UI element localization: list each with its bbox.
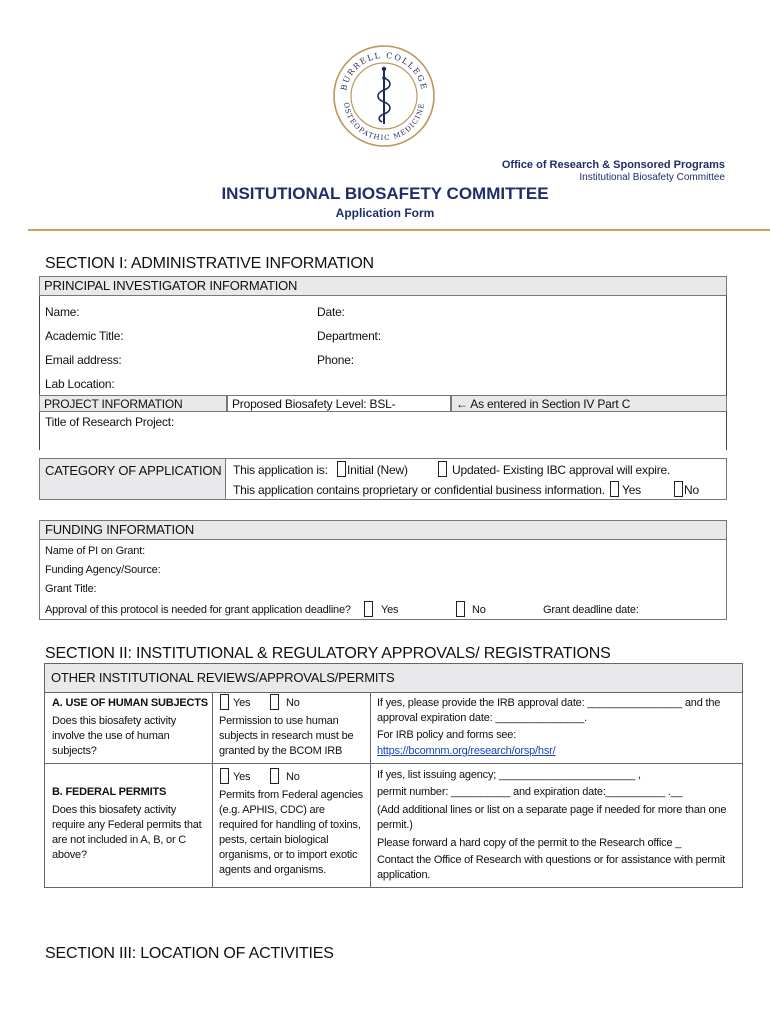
phone-label: Phone: (317, 353, 354, 367)
project-right-border (726, 412, 727, 450)
approvals-table-header: OTHER INSTITUTIONAL REVIEWS/APPROVALS/PERMITS (45, 664, 742, 693)
department-label: Department: (317, 329, 381, 343)
contact-office-line2: application. (377, 869, 431, 881)
date-label: Date: (317, 305, 345, 319)
section2-title: SECTION II: INSTITUTIONAL & REGULATORY APPROVALS/ REGISTRATIONS (45, 645, 611, 662)
federal-permits-no-label: No (286, 771, 300, 783)
logo-text-bottom: OSTEOPATHIC MEDICINE (341, 101, 427, 143)
proprietary-yes-checkbox[interactable] (610, 481, 619, 497)
federal-permits-yes-checkbox[interactable] (220, 768, 229, 784)
irb-date-line1: If yes, please provide the IRB approval date: ________________ and the (377, 697, 721, 709)
human-subjects-q-line1: Does this biosafety activity (52, 715, 177, 727)
human-subjects-q-line2: involve the use of human (52, 730, 170, 742)
funding-agency-label: Funding Agency/Source: (45, 564, 161, 576)
pi-box-right-border (726, 296, 727, 395)
section1-title: SECTION I: ADMINISTRATIVE INFORMATION (45, 255, 374, 272)
grant-no-checkbox[interactable] (456, 601, 465, 617)
human-subjects-no-checkbox[interactable] (270, 694, 279, 710)
table-col-divider-2 (370, 693, 371, 887)
project-left-border (39, 412, 40, 450)
human-subjects-perm-line1: Permission to use human (219, 715, 339, 727)
name-label: Name: (45, 305, 80, 319)
human-subjects-perm-line2: subjects in research must be (219, 730, 354, 742)
federal-permits-yes-label: Yes (233, 771, 251, 783)
additional-lines-note-2: permit.) (377, 819, 413, 831)
lab-location-label: Lab Location: (45, 377, 115, 391)
updated-label: Updated- Existing IBC approval will expire. (452, 463, 671, 477)
academic-title-label: Academic Title: (45, 329, 124, 343)
federal-permits-info-line6: agents and organisms. (219, 864, 327, 876)
page-subtitle: Application Form (335, 206, 435, 220)
funding-header: FUNDING INFORMATION (40, 521, 726, 540)
table-row-divider (45, 763, 742, 764)
federal-permits-q-line4: above? (52, 849, 87, 861)
bsl-label: Proposed Biosafety Level: BSL- (232, 397, 396, 411)
table-col-divider-1 (212, 693, 213, 887)
grant-yes-label: Yes (381, 604, 399, 616)
irb-date-line2: approval expiration date: _______________. (377, 712, 587, 724)
section3-title: SECTION III: LOCATION OF ACTIVITIES (45, 945, 334, 962)
proprietary-no-checkbox[interactable] (674, 481, 683, 497)
federal-permits-info-line1: Permits from Federal agencies (219, 789, 363, 801)
federal-permits-info-line3: required for handling of toxins, (219, 819, 361, 831)
initial-new-checkbox[interactable] (337, 461, 346, 477)
college-logo (332, 44, 436, 148)
federal-permits-title: B. FEDERAL PERMITS (52, 786, 167, 798)
proprietary-label: This application contains proprietary or confidential business information. (233, 483, 605, 497)
grant-title-label: Grant Title: (45, 583, 97, 595)
federal-permits-info-line4: pests, certain biological (219, 834, 329, 846)
proprietary-yes-label: Yes (622, 483, 641, 497)
pi-info-header: PRINCIPAL INVESTIGATOR INFORMATION (39, 276, 727, 296)
grant-yes-checkbox[interactable] (364, 601, 373, 617)
project-info-header: PROJECT INFORMATION (39, 395, 227, 412)
federal-permits-info-line2: (e.g. APHIS, CDC) are (219, 804, 325, 816)
this-application-is-label: This application is: (233, 463, 328, 477)
human-subjects-no-label: No (286, 697, 300, 709)
bsl-field[interactable] (227, 395, 451, 412)
irb-policy-label: For IRB policy and forms see: (377, 729, 517, 741)
pi-on-grant-label: Name of PI on Grant: (45, 545, 145, 557)
header-rule (28, 229, 770, 231)
email-label: Email address: (45, 353, 122, 367)
federal-permits-info-line5: organisms, or to import exotic (219, 849, 358, 861)
grant-deadline-label: Grant deadline date: (543, 604, 639, 616)
human-subjects-yes-checkbox[interactable] (220, 694, 229, 710)
office-name: Office of Research & Sponsored Programs (501, 159, 725, 171)
grant-no-label: No (472, 604, 486, 616)
logo-seal-icon (332, 44, 436, 148)
federal-permits-no-checkbox[interactable] (270, 768, 279, 784)
category-header: CATEGORY OF APPLICATION (40, 459, 226, 499)
additional-lines-note-1: (Add additional lines or list on a separate page if needed for more than one (377, 804, 727, 816)
permit-number-line: permit number: __________ and expiration date:__________ .__ (377, 786, 683, 798)
logo-text-top: BURRELL COLLEGE (339, 50, 429, 92)
issuing-agency-line: If yes, list issuing agency; _______________________ , (377, 769, 641, 781)
title-of-project-label: Title of Research Project: (45, 415, 175, 429)
page-title: INSITUTIONAL BIOSAFETY COMMITTEE (221, 184, 549, 203)
committee-subtitle-small: Institutional Biosafety Committee (579, 172, 725, 183)
bsl-note: ← As entered in Section IV Part C (451, 395, 727, 412)
human-subjects-q-line3: subjects? (52, 745, 97, 757)
approval-needed-label: Approval of this protocol is needed for grant application deadline? (45, 604, 351, 616)
contact-office-line1: Contact the Office of Research with questions or for assistance with permit (377, 854, 725, 866)
human-subjects-perm-line3: granted by the BCOM IRB (219, 745, 343, 757)
irb-policy-link[interactable]: https://bcomnm.org/research/orsp/hsr/ (377, 745, 556, 757)
forward-permit-note: Please forward a hard copy of the permit to the Research office _ (377, 837, 682, 849)
pi-box-left-border (39, 296, 40, 395)
proprietary-no-label: No (684, 483, 699, 497)
initial-new-label: Initial (New) (347, 463, 408, 477)
federal-permits-q-line2: require any Federal permits that (52, 819, 202, 831)
federal-permits-q-line3: are not included in A, B, or C (52, 834, 187, 846)
updated-checkbox[interactable] (438, 461, 447, 477)
human-subjects-yes-label: Yes (233, 697, 251, 709)
federal-permits-q-line1: Does this biosafety activity (52, 804, 177, 816)
human-subjects-title: A. USE OF HUMAN SUBJECTS (52, 697, 208, 709)
